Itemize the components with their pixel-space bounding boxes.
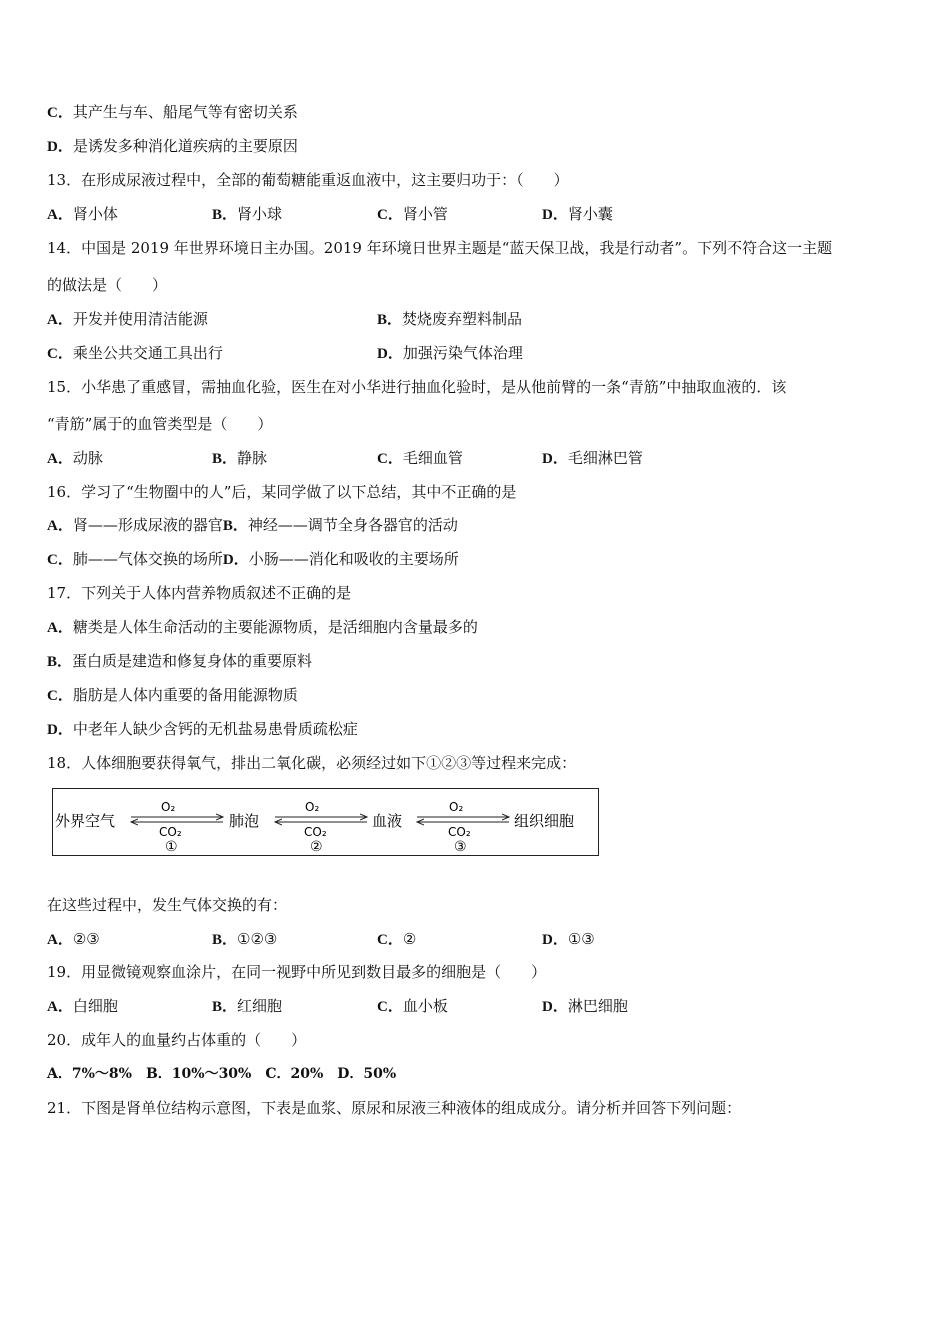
- step1-number: ①: [165, 839, 178, 855]
- q13-option-b: B．肾小球: [212, 205, 283, 223]
- step3-number: ③: [454, 839, 467, 855]
- node-alveoli: 肺泡: [229, 812, 260, 830]
- q14-option-d: D．加强污染气体治理: [377, 344, 523, 362]
- q15-option-c: C．毛细血管: [377, 449, 463, 467]
- q19-option-b: B．红细胞: [212, 997, 283, 1015]
- step2-co2-label: CO₂: [304, 825, 327, 839]
- q14-option-b: B．焚烧废弃塑料制品: [377, 310, 523, 328]
- node-tissue-cells: 组织细胞: [514, 812, 575, 830]
- step3-co2-label: CO₂: [448, 825, 471, 839]
- q14-option-a: A．开发并使用清洁能源: [47, 310, 208, 328]
- q15-stem: 15．小华患了重感冒，需抽血化验，医生在对小华进行抽血化验时，是从他前臂的一条“青筋”中抽取血液的．该: [47, 378, 787, 396]
- q17-option-c: C．脂肪是人体内重要的备用能源物质: [47, 686, 298, 704]
- q19-option-c: C．血小板: [377, 997, 448, 1015]
- step2-number: ②: [310, 839, 323, 855]
- q13-stem: 13．在形成尿液过程中，全部的葡萄糖能重返血液中，这主要归功于：（ ）: [47, 171, 569, 189]
- q13-option-d: D．肾小囊: [542, 205, 613, 223]
- q15-option-d: D．毛细淋巴管: [542, 449, 643, 467]
- q18-option-a: A．②③: [47, 930, 100, 948]
- q17-option-d: D．中老年人缺少含钙的无机盐易患骨质疏松症: [47, 720, 358, 738]
- q16-stem: 16．学习了“生物圈中的人”后，某同学做了以下总结，其中不正确的是: [47, 483, 517, 501]
- q19-option-d: D．淋巴细胞: [542, 997, 628, 1015]
- q18-substem: 在这些过程中，发生气体交换的有：: [47, 896, 288, 914]
- q19-stem: 19．用显微镜观察血涂片，在同一视野中所见到数目最多的细胞是（ ）: [47, 963, 547, 981]
- gas-exchange-diagram: [52, 788, 599, 856]
- q14-stem-cont: 的做法是（ ）: [47, 276, 168, 294]
- gas-exchange-svg: [53, 789, 600, 857]
- q13-option-c: C．肾小管: [377, 205, 448, 223]
- q15-option-a: A．动脉: [47, 449, 103, 467]
- q17-option-a: A．糖类是人体生命活动的主要能源物质，是活细胞内含量最多的: [47, 618, 478, 636]
- q14-option-c: C．乘坐公共交通工具出行: [47, 344, 223, 362]
- step1-o2-label: O₂: [161, 800, 176, 814]
- step1-co2-label: CO₂: [159, 825, 182, 839]
- q16-options-ab: A．肾——形成尿液的器官B．神经——调节全身各器官的活动: [47, 516, 458, 534]
- step3-o2-label: O₂: [449, 800, 464, 814]
- q13-option-a: A．肾小体: [47, 205, 118, 223]
- node-outside-air: 外界空气: [55, 812, 116, 830]
- q14-stem: 14．中国是 2019 年世界环境日主办国。2019 年环境日世界主题是“蓝天保卫战，我是行动者”。下列不符合这一主题: [47, 239, 833, 257]
- q18-option-d: D．①③: [542, 930, 595, 948]
- q15-option-b: B．静脉: [212, 449, 268, 467]
- q18-option-b: B．①②③: [212, 930, 278, 948]
- q20-options: A．7%～8% B．10%～30% C．20% D．50%: [47, 1066, 397, 1082]
- q16-options-cd: C．肺——气体交换的场所D．小肠——消化和吸收的主要场所: [47, 550, 459, 568]
- node-blood: 血液: [372, 812, 403, 830]
- q21-stem: 21．下图是肾单位结构示意图，下表是血浆、原尿和尿液三种液体的组成成分。请分析并回答下列问题：: [47, 1099, 742, 1117]
- step2-o2-label: O₂: [305, 800, 320, 814]
- q12-option-d: D．是诱发多种消化道疾病的主要原因: [47, 137, 298, 155]
- q18-stem: 18．人体细胞要获得氧气，排出二氧化碳，必须经过如下①②③等过程来完成：: [47, 754, 577, 772]
- q17-option-b: B．蛋白质是建造和修复身体的重要原料: [47, 652, 313, 670]
- q18-option-c: C．②: [377, 930, 417, 948]
- q15-stem-cont: “青筋”属于的血管类型是（ ）: [47, 415, 273, 433]
- q20-stem: 20．成年人的血量约占体重的（ ）: [47, 1031, 307, 1049]
- q17-stem: 17．下列关于人体内营养物质叙述不正确的是: [47, 584, 352, 602]
- q19-option-a: A．白细胞: [47, 997, 118, 1015]
- q12-option-c: C．其产生与车、船尾气等有密切关系: [47, 103, 298, 121]
